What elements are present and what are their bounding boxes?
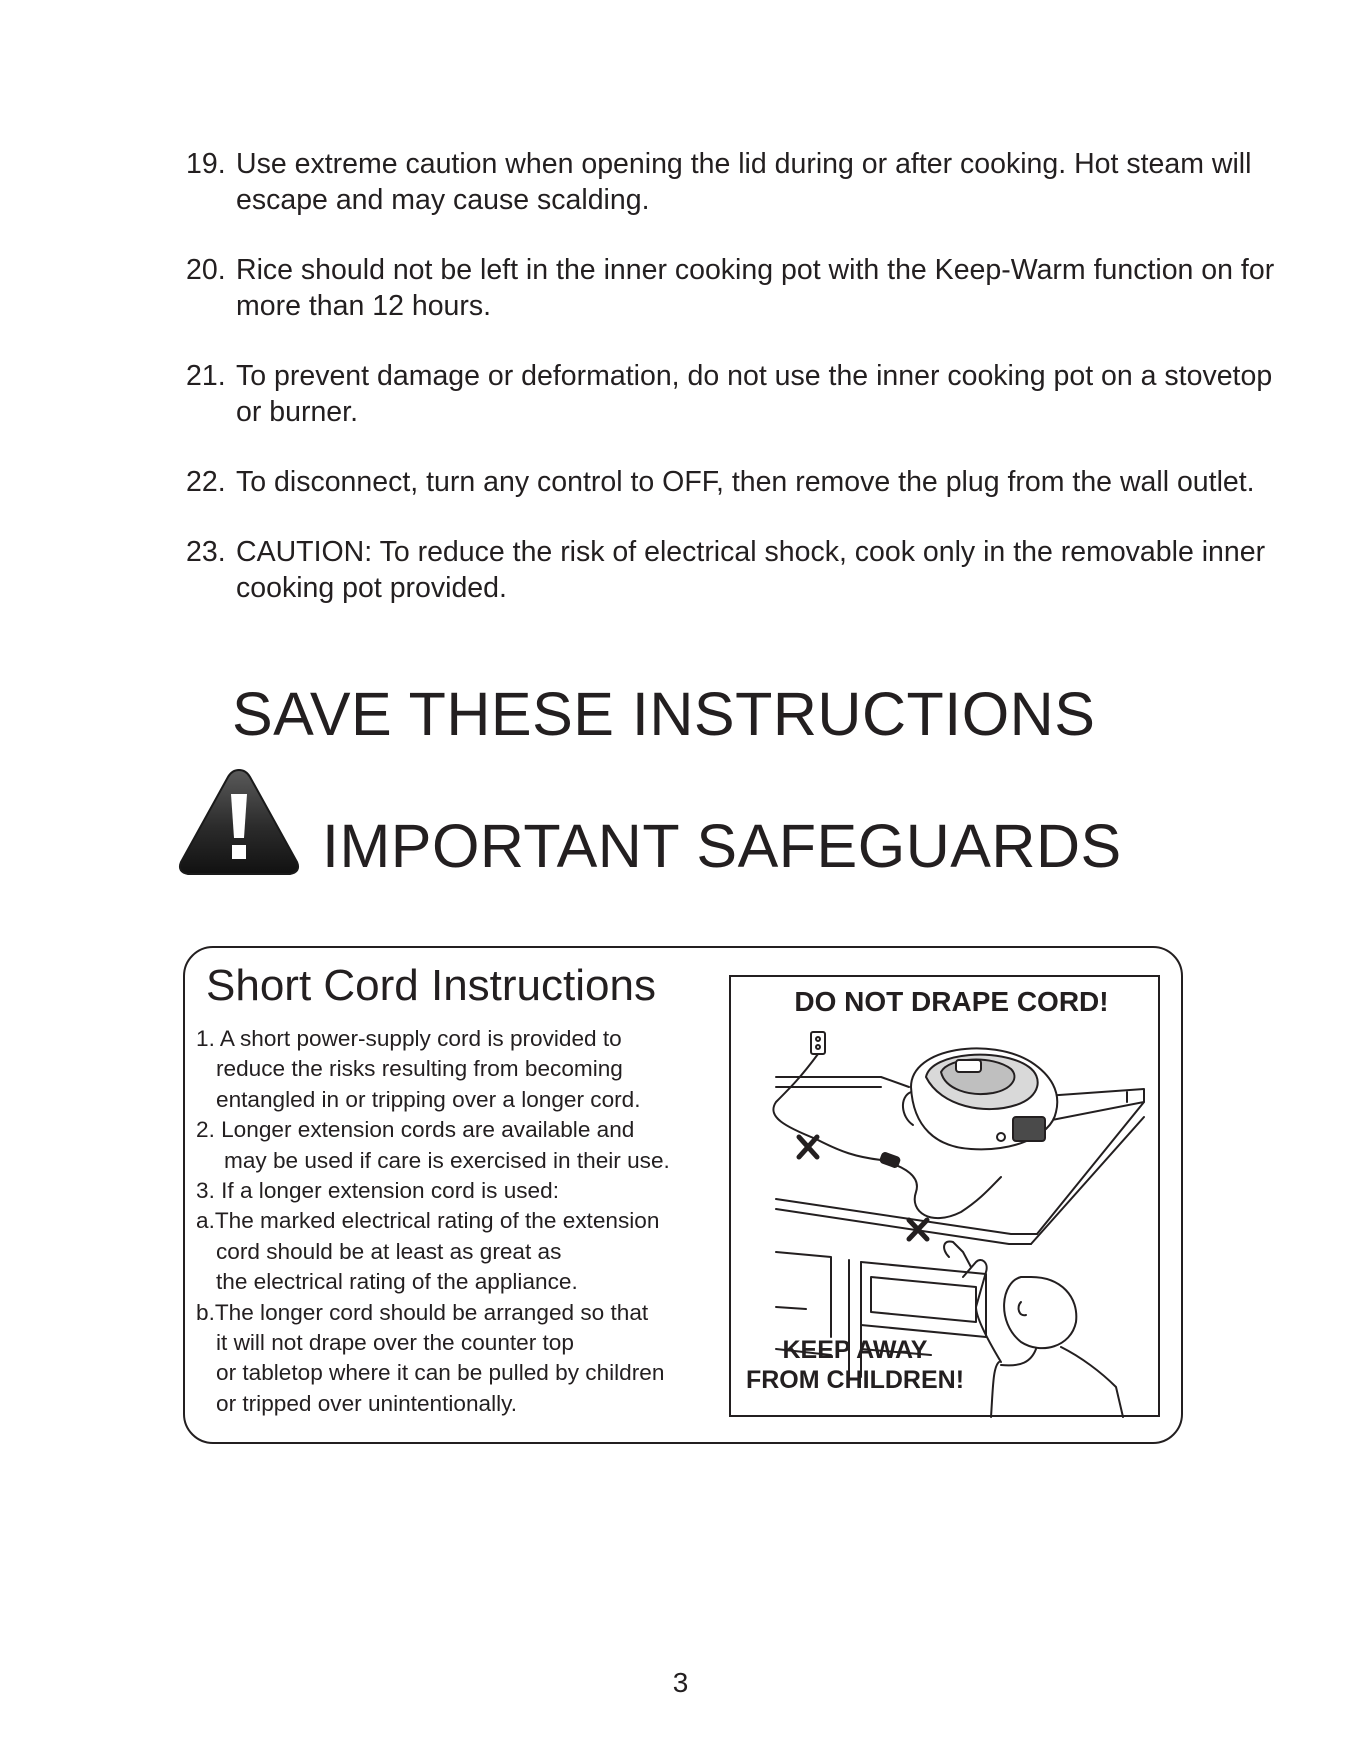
instruction-number: 21.: [186, 360, 226, 392]
cord-instruction-line: 3. If a longer extension cord is used:: [196, 1178, 559, 1204]
child-icon: [944, 1241, 1123, 1417]
page-number: 3: [672, 1667, 689, 1698]
do-not-drape-warning: DO NOT DRAPE CORD!: [794, 986, 1109, 1017]
short-cord-title: Short Cord Instructions: [206, 961, 656, 1010]
instruction-number: 22.: [186, 466, 226, 498]
save-instructions-heading: SAVE THESE INSTRUCTIONS: [232, 680, 1096, 748]
cord-instruction-line: a.The marked electrical rating of the extension: [196, 1208, 660, 1234]
cord-instruction-line: 2. Longer extension cords are available and: [196, 1117, 635, 1143]
important-safeguards-heading: IMPORTANT SAFEGUARDS: [322, 812, 1122, 880]
wall-outlet-icon: [811, 1032, 825, 1054]
cord-instruction-line: cord should be at least as great as: [216, 1238, 562, 1264]
keep-away-warning: [745, 1335, 965, 1395]
instruction-text: Rice should not be left in the inner cooking pot with the Keep-Warm function on for more than 12 hours.: [236, 254, 1275, 322]
safety-instructions-list: [186, 146, 1296, 640]
rice-cooker-icon: [903, 1048, 1057, 1149]
cord-warning-illustration: [729, 975, 1160, 1417]
short-cord-instructions: [196, 1024, 726, 1419]
instruction-number: 19.: [186, 148, 226, 180]
instruction-number: 20.: [186, 254, 226, 286]
instruction-item: [186, 358, 1296, 430]
cord-instruction-line: or tripped over unintentionally.: [216, 1390, 518, 1416]
instruction-item: [186, 146, 1296, 218]
cord-instruction-line: or tabletop where it can be pulled by children: [216, 1360, 665, 1386]
keep-away-line: KEEP AWAY: [782, 1336, 928, 1364]
cord-instruction-line: the electrical rating of the appliance.: [216, 1269, 578, 1295]
instruction-number: 23.: [186, 536, 226, 568]
instruction-text: Use extreme caution when opening the lid during or after cooking. Hot steam will escape and may cause scalding.: [236, 148, 1252, 216]
cord-instruction-line: 1. A short power-supply cord is provided to: [196, 1026, 622, 1051]
instruction-item: [186, 464, 1296, 500]
cord-instruction-line: b.The longer cord should be arranged so that: [196, 1299, 649, 1325]
cord-instruction-line: entangled in or tripping over a longer cord.: [216, 1086, 641, 1112]
instruction-item: [186, 252, 1296, 324]
instruction-item: [186, 534, 1296, 606]
cord-instruction-line: it will not drape over the counter top: [216, 1330, 574, 1356]
keep-away-line: FROM CHILDREN!: [745, 1366, 965, 1394]
cord-instruction-line: may be used if care is exercised in their use.: [224, 1147, 670, 1173]
instruction-text: CAUTION: To reduce the risk of electrical shock, cook only in the removable inner cooking pot provided.: [236, 536, 1266, 604]
instruction-text: To disconnect, turn any control to OFF, then remove the plug from the wall outlet.: [236, 466, 1255, 498]
cord-instruction-line: reduce the risks resulting from becoming: [216, 1056, 623, 1082]
warning-triangle-icon: [176, 764, 302, 880]
instruction-text: To prevent damage or deformation, do not use the inner cooking pot on a stovetop or burner.: [236, 360, 1273, 428]
